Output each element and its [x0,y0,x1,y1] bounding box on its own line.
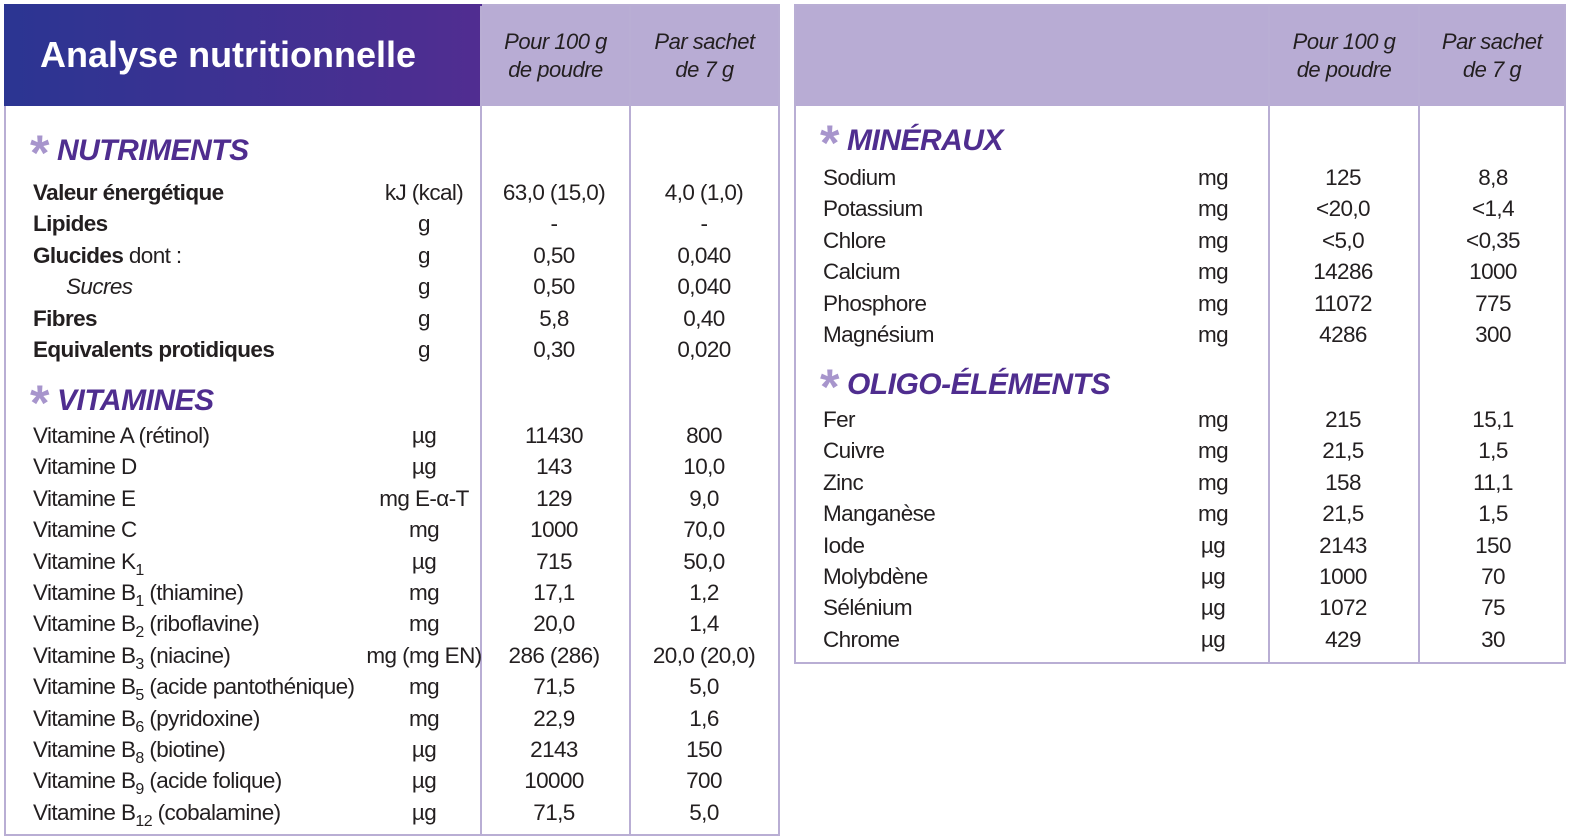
value-per-100g: 71,5 [533,799,575,825]
value-per-sachet: 4,0 (1,0) [664,180,744,205]
value-per-100g: 10000 [524,768,584,794]
value-per-sachet: 800 [686,423,722,448]
nutrient-name: Chlore [823,227,886,253]
nutrient-label [823,435,884,466]
value-per-100g: 20,0 [533,611,575,637]
table-row [0,225,1576,256]
value-per-100g: 5,8 [539,305,569,331]
unit: mg [408,580,440,605]
subscript: 9 [135,781,144,799]
value-per-100g: 215 [1325,407,1361,432]
value-per-sachet: 0,40 [683,305,725,331]
value-per-sachet: 775 [1475,290,1511,316]
asterisk-icon: * [30,375,49,431]
nutrient-qualifier: (acide pantothénique) [143,674,355,700]
unit: mg (mg EN) [366,642,482,668]
page-title: Analyse nutritionnelle [4,4,482,106]
nutrient-label [33,797,281,828]
nutrient-name: Equivalents protidiques [33,337,275,362]
header-per-sachet: Par sachet de 7 g [654,29,755,82]
asterisk-icon: * [820,359,839,415]
unit: µg [1200,595,1226,621]
nutrient-name: Fibres [33,305,97,331]
value-per-sachet: 0,040 [677,274,731,300]
unit: mg [1197,227,1229,253]
nutrient-name: Zinc [823,469,864,495]
section-heading-oligo [820,359,1110,415]
nutrient-name: Vitamine B [33,768,136,794]
subscript: 5 [135,687,144,705]
value-per-sachet: 70 [1481,564,1505,589]
value-per-100g: 0,30 [533,337,575,362]
value-per-100g: 429 [1325,626,1361,652]
value-per-sachet: 20,0 (20,0) [652,642,756,668]
value-per-sachet: 9,0 [689,485,719,511]
unit: mg [1197,165,1229,190]
unit: mg [1197,501,1229,527]
value-per-100g: 129 [536,485,572,511]
section-title: MINÉRAUX [846,124,1003,157]
value-per-sachet: 300 [1475,322,1511,347]
unit: g [418,242,430,268]
nutrient-name: Vitamine D [33,454,137,480]
table-row [0,530,1576,561]
nutrient-label [823,256,900,287]
nutrient-label [823,498,935,529]
value-per-100g: 125 [1325,165,1361,190]
value-per-100g: 21,5 [1322,438,1364,464]
nutrient-name: Valeur énergétique [33,180,224,205]
unit: µg [411,799,437,825]
unit: µg [1200,532,1226,558]
subscript: 12 [135,812,153,830]
value-per-100g: - [550,211,558,237]
nutrient-name: Chrome [823,626,900,652]
nutrient-label [823,404,855,435]
unit: mg [1197,290,1229,316]
unit: mg [1197,407,1229,432]
value-per-100g: 63,0 (15,0) [502,180,606,205]
nutrient-qualifier: (acide folique) [143,768,282,794]
value-per-100g: 14286 [1313,259,1373,285]
nutrient-name: Phosphore [823,290,927,316]
unit: mg [1197,259,1229,285]
nutrient-name: Glucides [33,242,124,268]
value-per-100g: 11430 [525,423,583,448]
value-per-100g: 1000 [530,517,578,543]
table-row [0,765,1576,799]
nutrient-qualifier: (riboflavine) [143,611,260,637]
nutrient-name: Potassium [823,196,923,222]
nutrient-name: Vitamine K [33,548,136,574]
unit: mg [1197,196,1229,222]
table-row [0,435,1576,466]
value-per-100g: 22,9 [533,705,575,731]
section-title: VITAMINES [56,384,214,417]
value-per-100g: 286 (286) [508,642,600,668]
unit: mg [1197,469,1229,495]
subscript: 8 [135,750,144,767]
value-per-100g: 11072 [1314,290,1372,316]
subscript: 6 [135,718,144,736]
table-row [0,193,1576,224]
unit: mg [408,517,440,543]
table-row [0,624,1576,655]
nutrient-name: Manganèse [823,501,936,527]
nutrient-name: Calcium [823,259,901,285]
nutrient-qualifier: (niacine) [143,642,231,668]
table-row [0,734,1576,765]
value-per-sachet: <1,4 [1471,196,1515,222]
table-row [0,561,1576,592]
nutrient-name: Sélénium [823,595,913,621]
value-per-sachet: 150 [1475,532,1511,558]
value-per-sachet: 5,0 [689,799,719,825]
value-per-sachet: 8,8 [1478,165,1508,190]
value-per-100g: 158 [1325,469,1361,495]
nutrient-name: Vitamine C [33,517,137,543]
asterisk-icon: * [820,115,839,171]
nutrient-label [823,624,899,655]
nutrient-name: Vitamine B [33,737,136,762]
unit: µg [411,548,437,574]
value-per-sachet: 1,5 [1478,501,1508,527]
value-per-100g: 17,1 [533,580,575,605]
nutrient-qualifier: (cobalamine) [152,799,281,825]
subscript: 2 [135,624,144,642]
nutrient-label [33,671,355,705]
value-per-sachet: <0,35 [1466,227,1520,253]
nutrient-label [823,162,896,193]
asterisk-icon: * [30,125,49,181]
table-row [0,162,1576,193]
value-per-sachet: 10,0 [683,454,725,480]
nutrient-name: Fer [823,407,855,432]
value-per-sachet: 1000 [1469,259,1517,285]
nutrient-label [33,765,282,799]
nutrient-label [823,319,934,350]
value-per-sachet: 5,0 [689,674,719,700]
value-per-100g: 0,50 [533,242,575,268]
value-per-100g: 2143 [1319,532,1367,558]
value-per-sachet: 0,040 [677,242,731,268]
value-per-100g: 1000 [1319,564,1367,589]
unit: µg [1200,564,1226,589]
table-row [0,592,1576,623]
table-row [0,467,1576,498]
unit: g [418,211,430,237]
nutrient-name: Iode [823,532,865,558]
unit: µg [411,454,437,480]
unit: g [418,274,430,300]
nutrient-name: Vitamine B [33,705,136,731]
nutrient-name: Vitamine E [33,485,136,511]
value-per-100g: 21,5 [1322,501,1364,527]
unit: mg [1197,322,1229,347]
nutrient-name: Magnésium [823,322,934,347]
nutrient-name: Molybdène [823,564,928,589]
value-per-sachet: 70,0 [683,517,725,543]
value-per-sachet: 150 [686,737,722,762]
unit: µg [411,423,437,448]
subscript: 3 [135,655,144,673]
value-per-sachet: 0,020 [677,337,731,362]
nutrient-name: Vitamine B [33,642,136,668]
unit: µg [1200,626,1226,652]
nutrient-label [823,467,863,498]
table-row [0,256,1576,287]
value-per-100g: 715 [536,548,572,574]
header-per-100g: Pour 100 g de poudre [1292,29,1396,82]
section-title: OLIGO-ÉLÉMENTS [846,368,1110,401]
nutrient-name: Vitamine B [33,799,136,825]
subscript: 1 [135,561,144,579]
table-row [0,703,1576,734]
unit: mg [1197,438,1229,464]
value-per-100g: 71,5 [533,674,575,700]
value-per-100g: <5,0 [1321,227,1365,253]
nutrient-label [823,530,864,561]
table-row [0,404,1576,435]
value-per-sachet: 15,1 [1472,407,1514,432]
value-per-sachet: 1,5 [1478,438,1508,464]
value-per-sachet: 11,1 [1473,469,1513,495]
value-per-100g: 2143 [530,737,578,762]
unit: kJ (kcal) [384,180,464,205]
value-per-100g: 143 [536,454,572,480]
nutrient-name: Sucres [66,274,133,300]
unit: mg [408,611,440,637]
unit: g [418,305,430,331]
nutrient-qualifier: (biotine) [143,737,226,762]
value-per-sachet: 1,4 [689,611,719,637]
header-per-100g: Pour 100 g de poudre [504,29,607,82]
value-per-100g: 1072 [1319,595,1367,621]
nutrient-label [823,592,912,623]
value-per-sachet: 1,6 [689,705,719,731]
nutrient-name: Vitamine A (rétinol) [33,423,210,448]
table-row [0,288,1576,319]
value-per-sachet: 700 [686,768,722,794]
nutrient-qualifier: (thiamine) [143,580,244,605]
section-heading-mineraux [820,115,1003,171]
table-row [0,498,1576,529]
value-per-100g: 0,50 [533,274,575,300]
nutrient-name: Vitamine B [33,611,136,637]
value-per-sachet: 30 [1481,626,1505,652]
nutrient-name: Lipides [33,211,108,237]
value-per-sachet: 1,2 [689,580,719,605]
subscript: 1 [135,593,144,610]
value-per-sachet: - [700,211,708,237]
nutrient-qualifier: dont : [123,242,182,268]
unit: g [418,337,430,362]
unit: µg [411,768,437,794]
nutrient-name: Cuivre [823,438,885,464]
nutrient-name: Vitamine B [33,580,136,605]
nutrient-name: Sodium [823,165,896,190]
value-per-sachet: 75 [1481,595,1505,621]
nutrient-label [33,734,225,765]
nutrient-label [33,703,260,734]
nutrient-label [823,561,928,592]
table-row [0,671,1576,705]
unit: mg [408,674,440,700]
header-per-sachet: Par sachet de 7 g [1441,29,1543,82]
table-row [0,319,1576,350]
nutrient-label [823,225,886,256]
value-per-sachet: 50,0 [683,548,725,574]
nutrient-label [823,288,926,319]
unit: mg E-α-T [379,485,469,511]
nutrient-label [823,193,923,224]
unit: µg [411,737,437,762]
table-row [0,797,1576,828]
section-title: NUTRIMENTS [56,134,249,167]
value-per-100g: 4286 [1319,322,1367,347]
nutrient-name: Vitamine B [33,674,136,700]
nutrient-qualifier: (pyridoxine) [143,705,260,731]
value-per-100g: <20,0 [1316,196,1370,222]
unit: mg [408,705,440,731]
